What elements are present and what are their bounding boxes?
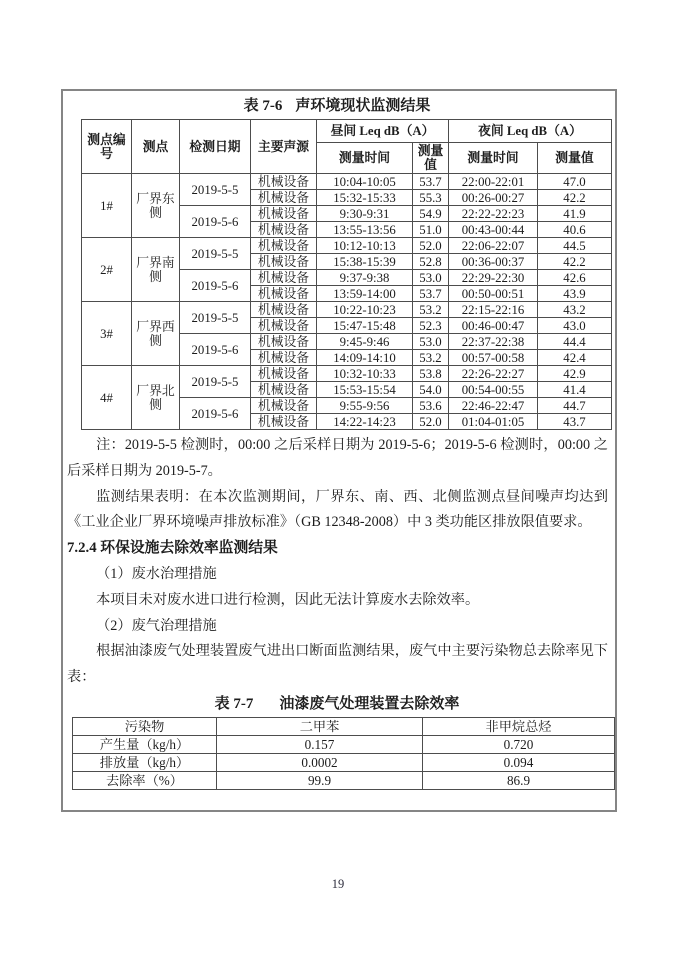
- noise-table-row: [82, 302, 612, 318]
- day-value-cell: 52.8: [413, 254, 449, 270]
- day-value-cell: 53.0: [413, 334, 449, 350]
- noise-table-row: [82, 366, 612, 382]
- night-value-cell: 47.0: [538, 174, 612, 190]
- col-header-night-time: 测量时间: [449, 143, 538, 174]
- point-id-cell: 4#: [82, 366, 132, 430]
- night-time-cell: 00:26-00:27: [449, 190, 538, 206]
- result-paragraph: 监测结果表明：在本次监测期间，厂界东、南、西、北侧监测点昼间噪声均达到《工业企业厂界环境噪声排放标准》（GB 12348-2008）中 3 类功能区排放限值要求。: [67, 488, 608, 531]
- item2-heading: （2）废气治理措施: [96, 617, 217, 634]
- removal-header-cell: 非甲烷总烃: [423, 717, 615, 735]
- night-time-cell: 22:15-22:16: [449, 302, 538, 318]
- source-cell: 机械设备: [251, 350, 317, 366]
- removal-table-row: [73, 753, 615, 771]
- source-cell: 机械设备: [251, 302, 317, 318]
- noise-table-row: [82, 174, 612, 190]
- col-header-day-time: 测量时间: [317, 143, 413, 174]
- night-value-cell: 43.0: [538, 318, 612, 334]
- page-number: 19: [331, 877, 345, 891]
- night-time-cell: 01:04-01:05: [449, 414, 538, 430]
- point-id-cell: 3#: [82, 302, 132, 366]
- night-time-cell: 00:54-00:55: [449, 382, 538, 398]
- item1-body: 本项目未对废水进口进行检测，因此无法计算废水去除效率。: [96, 591, 480, 608]
- date-cell: 2019-5-5: [180, 174, 251, 206]
- night-value-cell: 42.2: [538, 254, 612, 270]
- removal-value-cell: 99.9: [217, 771, 423, 789]
- date-cell: 2019-5-5: [180, 238, 251, 270]
- removal-table-header-row: [73, 717, 615, 735]
- night-time-cell: 00:46-00:47: [449, 318, 538, 334]
- day-value-cell: 54.9: [413, 206, 449, 222]
- day-value-cell: 52.3: [413, 318, 449, 334]
- day-time-cell: 13:55-13:56: [317, 222, 413, 238]
- removal-value-cell: 0.094: [423, 753, 615, 771]
- night-time-cell: 22:46-22:47: [449, 398, 538, 414]
- item1-heading: （1）废水治理措施: [96, 565, 217, 582]
- night-time-cell: 00:36-00:37: [449, 254, 538, 270]
- day-time-cell: 10:12-10:13: [317, 238, 413, 254]
- day-time-cell: 10:22-10:23: [317, 302, 413, 318]
- noise-table-title: [67, 97, 607, 116]
- source-cell: 机械设备: [251, 222, 317, 238]
- removal-value-cell: 0.157: [217, 735, 423, 753]
- day-value-cell: 52.0: [413, 238, 449, 254]
- date-cell: 2019-5-6: [180, 270, 251, 302]
- day-value-cell: 53.6: [413, 398, 449, 414]
- night-time-cell: 22:00-22:01: [449, 174, 538, 190]
- noise-table: [81, 119, 612, 430]
- day-value-cell: 53.7: [413, 286, 449, 302]
- removal-value-cell: 0.720: [423, 735, 615, 753]
- removal-row-label: 产生量（kg/h）: [73, 735, 217, 753]
- col-header-day-group: 昼间 Leq dB（A）: [317, 120, 449, 143]
- night-value-cell: 41.9: [538, 206, 612, 222]
- point-location-cell: 厂界北侧: [132, 366, 180, 430]
- source-cell: 机械设备: [251, 174, 317, 190]
- source-cell: 机械设备: [251, 206, 317, 222]
- night-time-cell: 22:06-22:07: [449, 238, 538, 254]
- day-value-cell: 53.8: [413, 366, 449, 382]
- day-value-cell: 53.2: [413, 350, 449, 366]
- night-time-cell: 00:50-00:51: [449, 286, 538, 302]
- col-header-point: 测点: [132, 120, 180, 174]
- day-value-cell: 51.0: [413, 222, 449, 238]
- day-time-cell: 15:38-15:39: [317, 254, 413, 270]
- day-time-cell: 10:04-10:05: [317, 174, 413, 190]
- day-time-cell: 9:37-9:38: [317, 270, 413, 286]
- source-cell: 机械设备: [251, 366, 317, 382]
- col-header-night-group: 夜间 Leq dB（A）: [449, 120, 612, 143]
- noise-table-row: [82, 238, 612, 254]
- night-value-cell: 42.2: [538, 190, 612, 206]
- night-time-cell: 00:43-00:44: [449, 222, 538, 238]
- day-value-cell: 52.0: [413, 414, 449, 430]
- date-cell: 2019-5-6: [180, 206, 251, 238]
- removal-header-cell: 污染物: [73, 717, 217, 735]
- day-value-cell: 55.3: [413, 190, 449, 206]
- day-time-cell: 15:53-15:54: [317, 382, 413, 398]
- note-paragraph: 注：2019-5-5 检测时，00:00 之后采样日期为 2019-5-6；2019-5-6 检测时，00:00 之后采样日期为 2019-5-7。: [67, 437, 608, 479]
- night-time-cell: 22:26-22:27: [449, 366, 538, 382]
- removal-value-cell: 0.0002: [217, 753, 423, 771]
- night-value-cell: 44.4: [538, 334, 612, 350]
- day-value-cell: 53.2: [413, 302, 449, 318]
- removal-row-label: 排放量（kg/h）: [73, 753, 217, 771]
- day-time-cell: 15:47-15:48: [317, 318, 413, 334]
- night-value-cell: 43.7: [538, 414, 612, 430]
- night-value-cell: 43.2: [538, 302, 612, 318]
- night-time-cell: 22:37-22:38: [449, 334, 538, 350]
- col-header-source: 主要声源: [251, 120, 317, 174]
- removal-row-label: 去除率（%）: [73, 771, 217, 789]
- day-time-cell: 9:55-9:56: [317, 398, 413, 414]
- source-cell: 机械设备: [251, 270, 317, 286]
- removal-table-body: [73, 735, 615, 789]
- day-time-cell: 15:32-15:33: [317, 190, 413, 206]
- point-id-cell: 1#: [82, 174, 132, 238]
- removal-header-cell: 二甲苯: [217, 717, 423, 735]
- day-value-cell: 53.7: [413, 174, 449, 190]
- date-cell: 2019-5-6: [180, 334, 251, 366]
- day-time-cell: 14:09-14:10: [317, 350, 413, 366]
- date-cell: 2019-5-5: [180, 302, 251, 334]
- removal-table: [72, 717, 615, 790]
- removal-table-row: [73, 735, 615, 753]
- removal-table-title-text: 油漆废气处理装置去除效率: [279, 695, 460, 712]
- point-location-cell: 厂界东侧: [132, 174, 180, 238]
- noise-table-title-label: 表 7-6: [243, 98, 283, 114]
- night-value-cell: 41.4: [538, 382, 612, 398]
- night-value-cell: 44.5: [538, 238, 612, 254]
- day-time-cell: 13:59-14:00: [317, 286, 413, 302]
- source-cell: 机械设备: [251, 414, 317, 430]
- night-time-cell: 22:22-22:23: [449, 206, 538, 222]
- page-content-frame: [61, 89, 617, 812]
- date-cell: 2019-5-5: [180, 366, 251, 398]
- night-time-cell: 00:57-00:58: [449, 350, 538, 366]
- night-value-cell: 42.9: [538, 366, 612, 382]
- night-value-cell: 43.9: [538, 286, 612, 302]
- col-header-date: 检测日期: [180, 120, 251, 174]
- day-time-cell: 9:45-9:46: [317, 334, 413, 350]
- day-time-cell: 10:32-10:33: [317, 366, 413, 382]
- point-id-cell: 2#: [82, 238, 132, 302]
- date-cell: 2019-5-6: [180, 398, 251, 430]
- section-heading: 7.2.4 环保设施去除效率监测结果: [67, 540, 278, 557]
- source-cell: 机械设备: [251, 238, 317, 254]
- item2-body: 根据油漆废气处理装置废气进出口断面监测结果，废气中主要污染物总去除率见下表：: [67, 643, 608, 686]
- night-time-cell: 22:29-22:30: [449, 270, 538, 286]
- col-header-day-value: 测量值: [413, 143, 449, 174]
- day-time-cell: 9:30-9:31: [317, 206, 413, 222]
- night-value-cell: 44.7: [538, 398, 612, 414]
- source-cell: 机械设备: [251, 190, 317, 206]
- noise-table-body: [82, 174, 612, 430]
- day-time-cell: 14:22-14:23: [317, 414, 413, 430]
- day-value-cell: 53.0: [413, 270, 449, 286]
- removal-table-row: [73, 771, 615, 789]
- source-cell: 机械设备: [251, 398, 317, 414]
- source-cell: 机械设备: [251, 286, 317, 302]
- noise-table-header-row-1: [82, 120, 612, 143]
- source-cell: 机械设备: [251, 334, 317, 350]
- source-cell: 机械设备: [251, 318, 317, 334]
- source-cell: 机械设备: [251, 254, 317, 270]
- col-header-point-no: 测点编号: [82, 120, 132, 174]
- night-value-cell: 42.4: [538, 350, 612, 366]
- removal-table-title-label: 表 7-7: [214, 695, 254, 712]
- noise-table-title-text: 声环境现状监测结果: [295, 98, 431, 114]
- source-cell: 机械设备: [251, 382, 317, 398]
- point-location-cell: 厂界西侧: [132, 302, 180, 366]
- point-location-cell: 厂界南侧: [132, 238, 180, 302]
- col-header-night-value: 测量值: [538, 143, 612, 174]
- day-value-cell: 54.0: [413, 382, 449, 398]
- removal-value-cell: 86.9: [423, 771, 615, 789]
- night-value-cell: 42.6: [538, 270, 612, 286]
- night-value-cell: 40.6: [538, 222, 612, 238]
- removal-table-title: [67, 691, 607, 717]
